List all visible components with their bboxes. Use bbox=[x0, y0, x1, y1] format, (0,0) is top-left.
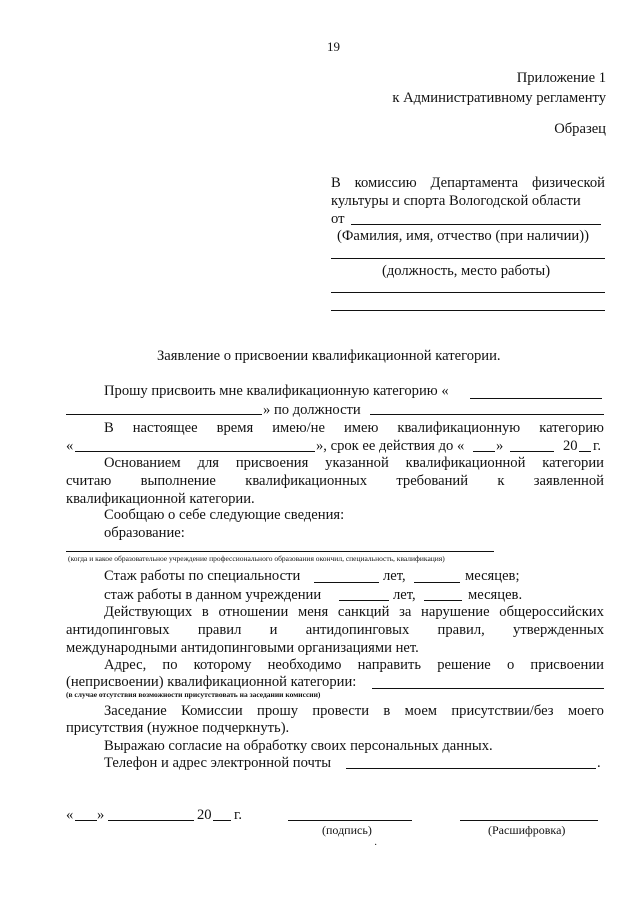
consent-text: Выражаю согласие на обработку своих персональных данных. bbox=[104, 738, 493, 754]
footer-quote-close: » bbox=[97, 807, 105, 823]
experience-spec-months-field[interactable] bbox=[414, 582, 460, 583]
request-line1: Прошу присвоить мне квалификационную категорию « bbox=[104, 383, 449, 399]
position-line-1[interactable] bbox=[331, 258, 605, 259]
signature-field[interactable] bbox=[288, 820, 412, 821]
position-field[interactable] bbox=[370, 414, 604, 415]
footer-year-field[interactable] bbox=[213, 820, 231, 821]
quote-open: « bbox=[66, 438, 74, 454]
decode-hint: (Расшифровка) bbox=[488, 823, 566, 837]
signature-hint: (подпись) bbox=[322, 823, 372, 837]
position-line-2[interactable] bbox=[331, 292, 605, 293]
dot-mark: · bbox=[374, 840, 378, 851]
decode-field[interactable] bbox=[460, 820, 598, 821]
education-hint: (когда и какое образовательное учреждение профессионального образования окончил, специальность, квалификация) bbox=[68, 554, 445, 563]
meeting-line2: присутствия (нужное подчеркнуть). bbox=[66, 720, 290, 736]
basis-line1: Основанием для присвоения указанной квалификационной категории bbox=[104, 455, 604, 471]
fio-line[interactable] bbox=[351, 224, 601, 225]
addressee-line1: В комиссию Департамента физической bbox=[331, 175, 605, 191]
validity-label: », срок ее действия до « bbox=[316, 438, 465, 454]
sanctions-line2: антидопинговых правил и антидопинговых правил, утвержденных bbox=[66, 622, 604, 638]
validity-year-suffix: г. bbox=[593, 438, 601, 454]
basis-line3: квалификационной категории. bbox=[66, 491, 255, 507]
fio-hint: (Фамилия, имя, отчество (при наличии)) bbox=[337, 228, 589, 244]
experience-inst-months-label: месяцев. bbox=[468, 587, 523, 603]
address-line1: Адрес, по которому необходимо направить решение о присвоении bbox=[104, 657, 604, 673]
current-category-field[interactable] bbox=[75, 451, 315, 452]
validity-year-prefix: 20 bbox=[563, 438, 578, 454]
address-field[interactable] bbox=[372, 688, 604, 689]
validity-day-field[interactable] bbox=[473, 451, 495, 452]
footer-quote-open: « bbox=[66, 807, 74, 823]
category-field-cont[interactable] bbox=[66, 414, 262, 415]
experience-inst-label: стаж работы в данном учреждении bbox=[104, 587, 322, 603]
footer-year-suffix: г. bbox=[234, 807, 242, 823]
sanctions-line1: Действующих в отношении меня санкций за нарушение общероссийских bbox=[104, 604, 604, 620]
request-line2: » по должности bbox=[263, 402, 361, 418]
from-label: от bbox=[331, 211, 345, 227]
position-hint: (должность, место работы) bbox=[382, 263, 551, 279]
experience-inst-months-field[interactable] bbox=[424, 600, 462, 601]
sanctions-line3: международными антидопинговыми организациями нет. bbox=[66, 640, 419, 656]
category-field[interactable] bbox=[470, 398, 602, 399]
footer-month-field[interactable] bbox=[108, 820, 194, 821]
sample-label: Образец bbox=[554, 121, 606, 137]
appendix-line1: Приложение 1 bbox=[516, 70, 606, 86]
basis-line2: считаю выполнение квалификационных требований к заявленной bbox=[66, 473, 604, 489]
validity-month-field[interactable] bbox=[510, 451, 554, 452]
addressee-line2: культуры и спорта Вологодской области bbox=[331, 193, 581, 209]
address-line2: (неприсвоении) квалификационной категории: bbox=[66, 674, 357, 690]
current-category-line: В настоящее время имею/не имею квалификационную категорию bbox=[104, 420, 604, 436]
position-line-3[interactable] bbox=[331, 310, 605, 311]
experience-inst-years-field[interactable] bbox=[339, 600, 389, 601]
validity-quote-close: » bbox=[496, 438, 504, 454]
document-title: Заявление о присвоении квалификационной категории. bbox=[157, 348, 501, 364]
experience-spec-years-field[interactable] bbox=[314, 582, 379, 583]
appendix-line2: к Административному регламенту bbox=[392, 90, 606, 106]
education-label: образование: bbox=[104, 525, 185, 541]
contacts-label: Телефон и адрес электронной почты bbox=[104, 755, 332, 771]
absence-hint: (в случае отсутствия возможности присутствовать на заседании комиссии) bbox=[66, 690, 321, 699]
validity-year-field[interactable] bbox=[579, 451, 591, 452]
experience-inst-years-label: лет, bbox=[393, 587, 416, 603]
info-intro: Сообщаю о себе следующие сведения: bbox=[104, 507, 345, 523]
contacts-field[interactable] bbox=[346, 768, 596, 769]
experience-spec-years-label: лет, bbox=[383, 568, 406, 584]
meeting-line1: Заседание Комиссии прошу провести в моем присутствии/без моего bbox=[104, 703, 604, 719]
education-field[interactable] bbox=[66, 551, 494, 552]
footer-day-field[interactable] bbox=[75, 820, 97, 821]
experience-spec-label: Стаж работы по специальности bbox=[104, 568, 301, 584]
footer-year-prefix: 20 bbox=[197, 807, 212, 823]
contacts-end: . bbox=[597, 755, 601, 771]
page-number: 19 bbox=[327, 39, 340, 54]
experience-spec-months-label: месяцев; bbox=[465, 568, 520, 584]
